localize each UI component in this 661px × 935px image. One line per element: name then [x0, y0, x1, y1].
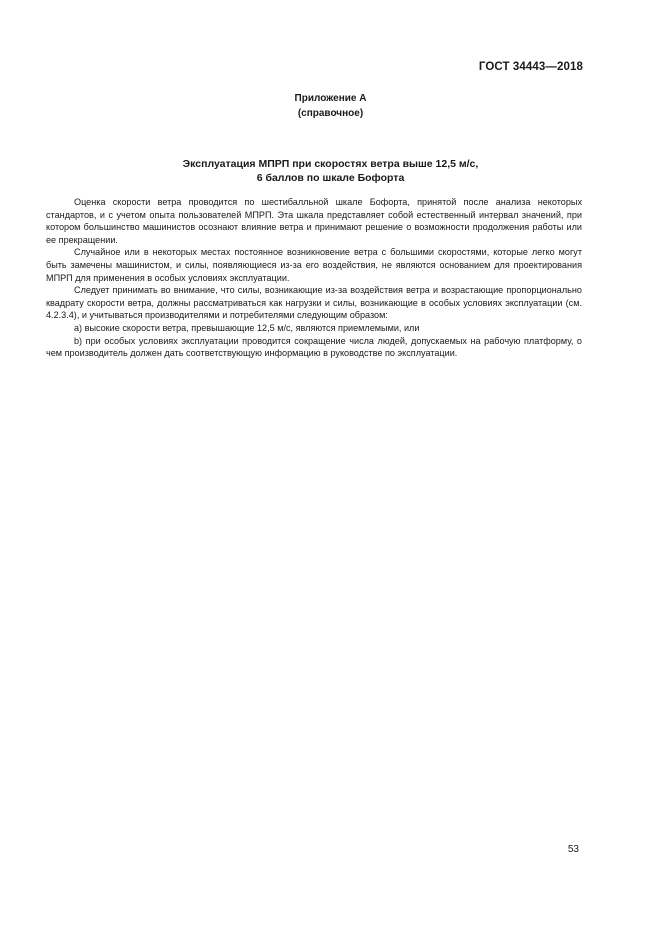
- paragraph-forces: Следует принимать во внимание, что силы, возникающие из-за воздействия ветра и возрастающие пропорционально квадрату скорости ветра, должны рассматриваться как нагрузки и силы, возникающие в особых условиях эксплуатации (см. 4.2.3.4), и учитываться производителями и потребителями следующим образом:: [46, 285, 582, 321]
- document-code: ГОСТ 34443—2018: [478, 61, 583, 73]
- appendix-title: Приложение А: [294, 93, 367, 104]
- page-number: 53: [567, 844, 579, 855]
- paragraph-wind-scale: Оценка скорости ветра проводится по шестибалльной шкале Бофорта, принятой после анализа некоторых стандартов, и с учетом опыта пользователей МПРП. Эта шкала представляет собой естественный интервал значений, при котором большинство машинистов осознают влияние ветра и принимают решение о возможности продолжения работы или ее прекращении.: [46, 197, 582, 245]
- appendix-subtitle: (справочное): [297, 108, 364, 119]
- section-title: [0, 157, 661, 185]
- section-title-line-1: Эксплуатация МПРП при скоростях ветра выше 12,5 м/с,: [182, 158, 479, 170]
- section-title-line-2: 6 баллов по шкале Бофорта: [256, 172, 405, 184]
- body-text: [46, 196, 582, 360]
- paragraph-random-wind: Случайное или в некоторых местах постоянное возникновение ветра с большими скоростями, которые легко могут быть замечены машинистом, и силы, появляющиеся из-за его воздействия, не являются основанием для проектирования МПРП для применения в особых условиях эксплуатации.: [46, 247, 582, 283]
- list-item-a: а) высокие скорости ветра, превышающие 12,5 м/с, являются приемлемыми, или: [74, 322, 420, 333]
- appendix-heading: [0, 91, 661, 121]
- list-item-b: b) при особых условиях эксплуатации проводится сокращение числа людей, допускаемых на рабочую платформу, о чем производитель должен дать соответствующую информацию в руководстве по эксплуатации.: [46, 335, 582, 359]
